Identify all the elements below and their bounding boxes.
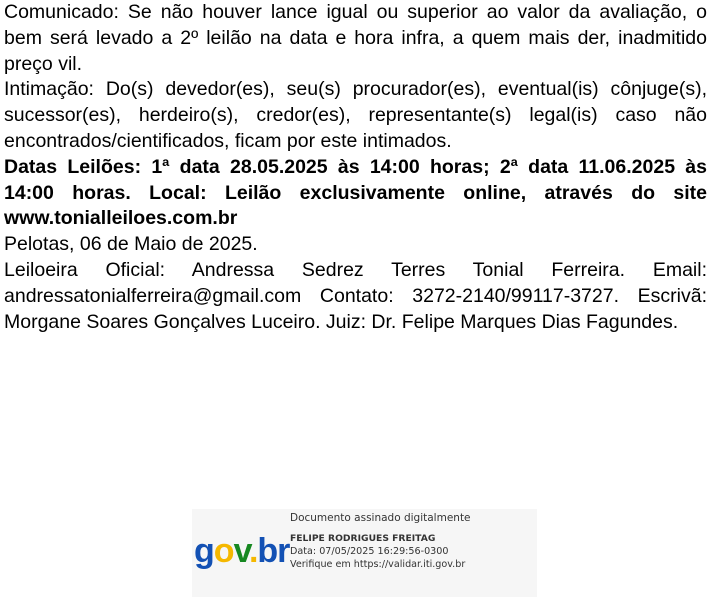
- paragraph-datas-leiloes: Datas Leilões: 1ª data 28.05.2025 às 14:00 horas; 2ª data 11.06.2025 às 14:00 horas. Local: Leilão exclusivamente online, através do site www.tonialleiloes.com.br: [4, 155, 707, 230]
- signer-name: FELIPE RODRIGUES FREITAG: [290, 533, 436, 544]
- paragraph-local-data: Pelotas, 06 de Maio de 2025.: [4, 233, 258, 256]
- document-body: [4, 0, 707, 335]
- signature-date: Data: 07/05/2025 16:29:56-0300: [290, 546, 449, 557]
- digital-signature-stamp: [192, 509, 537, 597]
- paragraph-intimacao: Intimação: Do(s) devedor(es), seu(s) procurador(es), eventual(is) cônjuge(s), sucessor(es), herdeiro(s), credor(es), representante(s) legal(is) caso não encontrados/cientificados, ficam por este intimados.: [4, 78, 707, 152]
- verify-link[interactable]: Verifique em https://validar.iti.gov.br: [290, 559, 466, 570]
- govbr-logo: gov.br: [194, 532, 290, 570]
- paragraph-comunicado: Comunicado: Se não houver lance igual ou superior ao valor da avaliação, o bem será levado a 2º leilão na data e hora infra, a quem mais der, inadmitido preço vil.: [4, 1, 707, 75]
- signature-title: Documento assinado digitalmente: [290, 512, 471, 524]
- paragraph-leiloeira: Leiloeira Oficial: Andressa Sedrez Terres Tonial Ferreira. Email: andressatonialferreira@gmail.com Contato: 3272-2140/99117-3727. Escrivã: Morgane Soares Gonçalves Luceiro. Juiz: Dr. Felipe Marques Dias Fagundes.: [4, 258, 707, 333]
- signature-details: [290, 512, 535, 572]
